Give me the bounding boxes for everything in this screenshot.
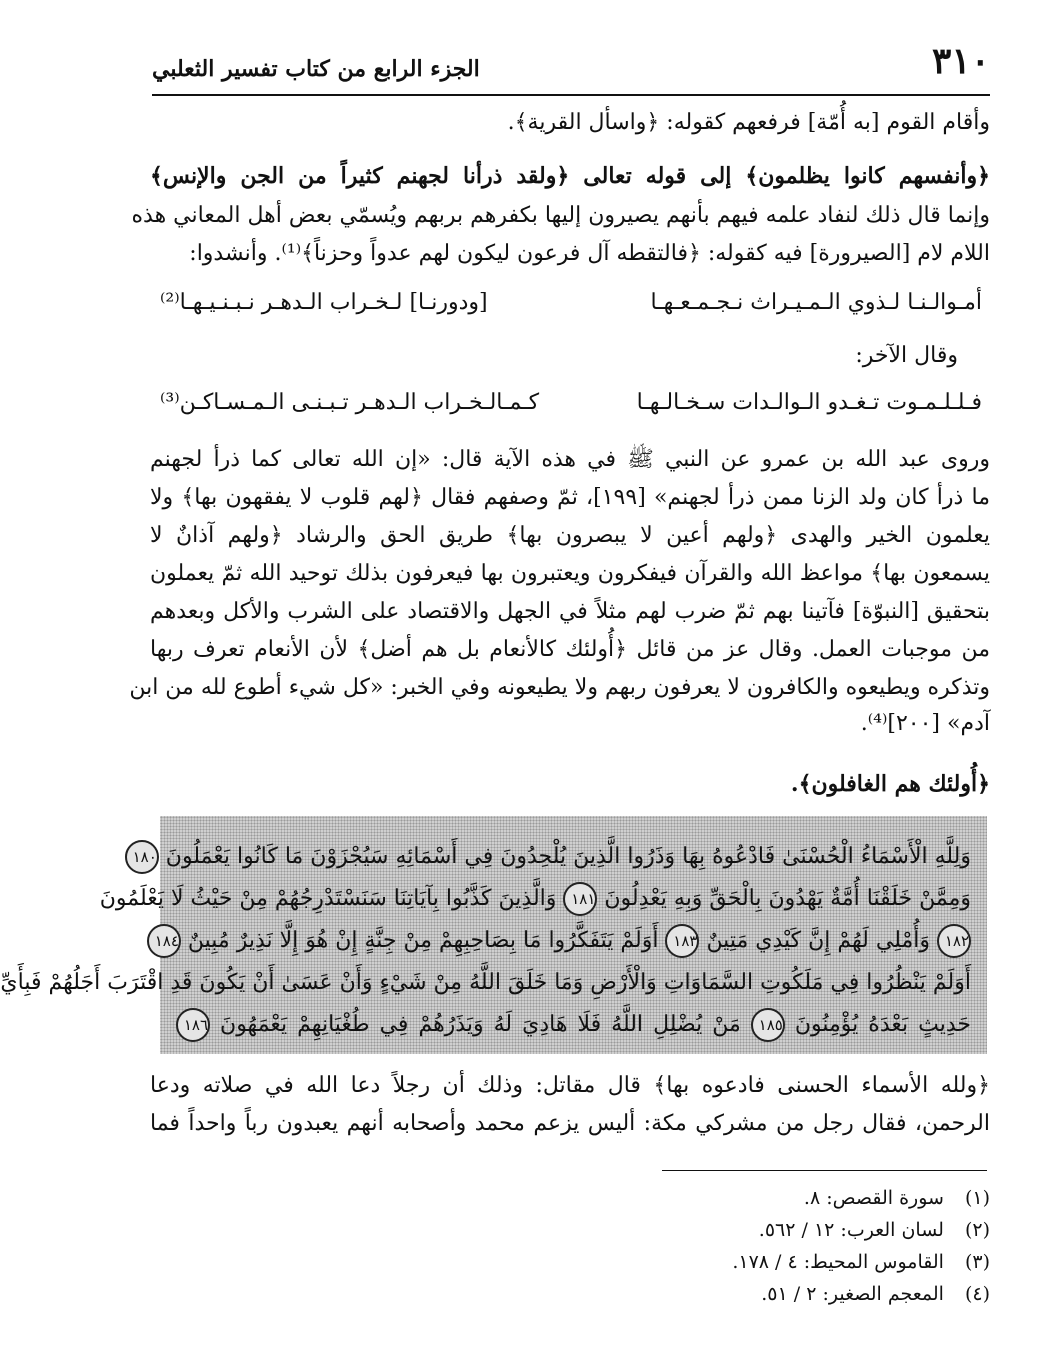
ayah-number-marker: ١٨٣ <box>665 924 699 958</box>
footnote <box>732 1247 990 1277</box>
text-line: الرحمن، فقال رجل من مشركي مكة: أليس يزعم محمد وأصحابه أنهم يعبدون رباً واحداً فما <box>150 1111 990 1136</box>
footnote-number: (٣) <box>964 1251 990 1273</box>
quran-line <box>154 922 971 960</box>
quran-verse-text: وَالَّذِينَ كَذَّبُوا بِآيَاتِنَا سَنَسْتَدْرِجُهُمْ مِنْ حَيْثُ لَا يَعْلَمُونَ <box>99 886 557 911</box>
ayah-number-marker: ١٨٥ <box>751 1008 785 1042</box>
text-line: وتذكره ويطيعوه والكافرون لا يعرفون ربهم ولا يطيعونه وفي الخبر: «كل شيء أطوع لله من ابن <box>129 675 990 700</box>
quran-verse-text: مَنْ يُضْلِلِ اللَّهُ فَلَا هَادِيَ لَهُ وَيَذَرُهُمْ فِي طُغْيَانِهِمْ يَعْمَهُونَ <box>220 1012 741 1037</box>
footnote-text: سورة القصص: ٨. <box>803 1187 944 1209</box>
verse-heading: ﴿وأنفسهم كانوا يظلمون﴾ إلى قوله تعالى ﴿ولقد ذرأنا لجهنم كثيراً من الجن والإنس﴾ <box>150 163 990 189</box>
footnote-text: القاموس المحيط: ٤ / ١٧٨. <box>732 1251 944 1273</box>
poem-verse <box>160 390 982 430</box>
footnote-number: (٢) <box>964 1219 990 1241</box>
text-line: بتحقيق [النبوّة] فآتينا بهم ثمّ ضرب لهم مثلاً في الجهل والاقتصاد على الشرب والأكل وبعدهم <box>150 599 990 624</box>
quran-verse-text: وَلِلَّهِ الْأَسْمَاءُ الْحُسْنَىٰ فَادْعُوهُ بِهَا وَذَرُوا الَّذِينَ يُلْحِدُونَ فِي أَسْمَائِهِ سَيُجْزَوْنَ مَا كَانُوا يَعْمَلُونَ <box>165 844 971 869</box>
footnote-number: (١) <box>964 1187 990 1209</box>
footnote-divider <box>662 1170 987 1171</box>
poem-verse <box>160 290 982 330</box>
footnote-number: (٤) <box>964 1283 990 1305</box>
quran-line <box>132 838 971 876</box>
poem-hemistich-second: كـمـالـخـراب الـدهـر تـبـنـى الـمـسـاكـن⁽³⁾ <box>160 390 540 415</box>
footnote <box>759 1215 990 1245</box>
quran-verse-text: وَأُمْلِي لَهُمْ إِنَّ كَيْدِي مَتِينٌ <box>706 928 930 953</box>
text-line: ما ذرأ كان ولد الزنا ممن ذرأ لجهنم» [١٩٩]، ثمّ وصفهم فقال ﴿لهم قلوب لا يفقهون بها﴾ ولا <box>150 485 990 510</box>
text-line: وإنما قال ذلك لنفاد علمه فيهم بأنهم يصيرون إليها بكفرهم بربهم ويُسمّي بعض أهل المعاني هذه <box>131 203 990 228</box>
footnote <box>804 1183 990 1213</box>
text-line: وقال الآخر: <box>855 343 958 368</box>
text-line: اللام لام [الصيرورة] فيه كقوله: ﴿فالتقطه آل فرعون ليكون لهم عدواً وحزناً﴾⁽¹⁾. وأنشدوا: <box>189 241 990 266</box>
footnote <box>761 1279 990 1309</box>
ayah-number-marker: ١٨٦ <box>176 1008 210 1042</box>
ayah-number-marker: ١٨٢ <box>937 924 971 958</box>
quran-verses-box <box>0 816 987 1054</box>
footnote-text: لسان العرب: ١٢ / ٥٦٢. <box>758 1219 944 1241</box>
ayah-number-marker: ١٨٠ <box>125 840 159 874</box>
quran-verse-text: حَدِيثٍ بَعْدَهُ يُؤْمِنُونَ <box>794 1012 972 1037</box>
ayah-number-marker: ١٨٤ <box>147 924 181 958</box>
page-header <box>152 40 990 96</box>
poem-hemistich-first: فـلـلـمـوت تـغـدو الـوالـدات سـخـالـهـا <box>636 390 982 415</box>
text-line: من موجبات العمل. وقال عز من قائل ﴿أُولئك كالأنعام بل هم أضل﴾ لأن الأنعام تعرف ربها <box>150 637 990 662</box>
quran-verse-text: أَوَلَمْ يَتَفَكَّرُوا مَا بِصَاحِبِهِمْ مِنْ جِنَّةٍ إِنْ هُوَ إِلَّا نَذِيرٌ مُبِينٌ <box>187 928 659 953</box>
text-line: وروى عبد الله بن عمرو عن النبي ﷺ في هذه الآية قال: «إن الله تعالى كما ذرأ لجهنم <box>150 447 990 472</box>
page-number: ٣١٠ <box>931 40 990 82</box>
poem-hemistich-first: أمـوالـنـا لـذوي الـمـيـراث نـجـمـعـهـا <box>650 290 982 315</box>
text-line: يعلمون الخير والهدى ﴿ولهم أعين لا يبصرون بها﴾ طريق الحق والرشاد ﴿ولهم آذانٌ لا <box>150 523 990 548</box>
verse-heading: ﴿أُولئك هم الغافلون﴾. <box>790 771 990 797</box>
quran-line <box>176 1006 971 1044</box>
quran-verse-text: أَوَلَمْ يَنْظُرُوا فِي مَلَكُوتِ السَّمَاوَاتِ وَالْأَرْضِ وَمَا خَلَقَ اللَّهُ مِنْ شَيْءٍ وَأَنْ عَسَىٰ أَنْ يَكُونَ قَدِ اقْتَرَبَ أَجَلُهُمْ فَبِأَيِّ <box>0 970 971 995</box>
running-title: الجزء الرابع من كتاب تفسير الثعلبي <box>152 56 480 82</box>
text-line: يسمعون بها﴾ مواعظ الله والقرآن فيفكرون ويعتبرون بها فيعرفون بذلك توحيد الله ثمّ يعملون <box>150 561 990 586</box>
text-line: وأقام القوم [به أُمّة] فرفعهم كقوله: ﴿واسأل القرية﴾. <box>507 110 990 135</box>
poem-hemistich-second: [ودورنـا] لـخـراب الـدهـر نـبـنـيـهـا⁽²⁾ <box>160 290 488 315</box>
ayah-number-marker: ١٨١ <box>563 882 597 916</box>
quran-line <box>99 880 971 918</box>
quran-line <box>0 964 971 1002</box>
quran-verse-text: وَمِمَّنْ خَلَقْنَا أُمَّةٌ يَهْدُونَ بِالْحَقِّ وَبِهِ يَعْدِلُونَ <box>604 886 971 911</box>
text-line: ﴿ولله الأسماء الحسنى فادعوه بها﴾ قال مقاتل: وذلك أن رجلاً دعا الله في صلاته ودعا <box>150 1073 990 1098</box>
text-line: آدم» [٢٠٠]⁽⁴⁾. <box>860 711 990 736</box>
footnote-text: المعجم الصغير: ٢ / ٥١. <box>761 1283 944 1305</box>
